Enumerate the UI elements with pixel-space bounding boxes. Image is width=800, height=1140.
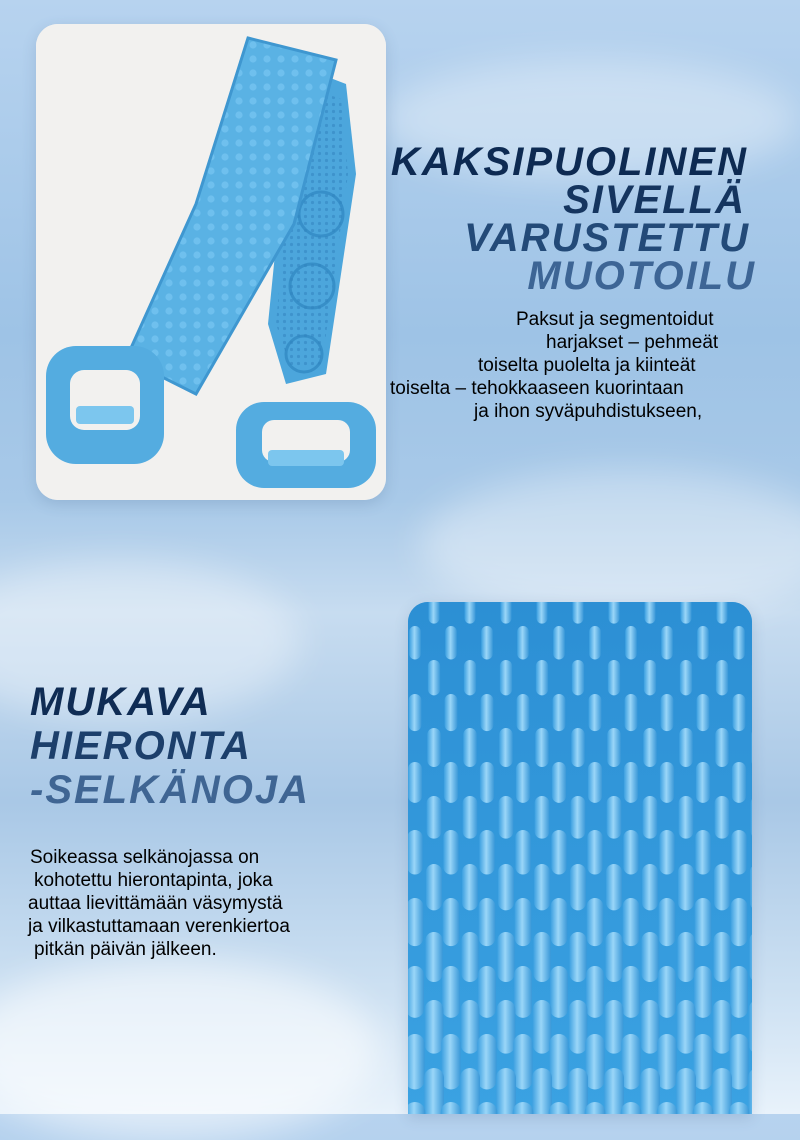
bristle xyxy=(515,830,530,874)
bristle xyxy=(716,602,727,624)
bristle xyxy=(571,796,586,839)
feature-heading-line: MUOTOILU xyxy=(527,254,756,299)
bristle xyxy=(500,602,511,624)
strap-product-image xyxy=(36,24,386,500)
bristle xyxy=(535,796,550,839)
bristle xyxy=(715,796,730,839)
bristle xyxy=(586,966,604,1018)
bristle xyxy=(572,602,583,624)
bristle xyxy=(480,762,494,803)
bristle xyxy=(498,864,514,910)
bristle xyxy=(571,728,585,767)
feature-description-line: Paksut ja segmentoidut xyxy=(516,308,714,331)
bristle xyxy=(607,728,621,767)
bristle xyxy=(697,694,710,731)
bristle xyxy=(549,1034,568,1089)
bristle xyxy=(585,1034,604,1089)
bristle xyxy=(408,762,422,803)
bristle xyxy=(659,898,676,946)
bristle xyxy=(464,660,476,695)
bristle xyxy=(751,728,752,767)
bristle xyxy=(589,694,602,731)
bristle xyxy=(536,602,547,624)
bristle xyxy=(427,728,441,767)
bristle xyxy=(608,602,619,624)
bristle xyxy=(569,1000,588,1054)
bristle xyxy=(731,898,748,946)
bristle xyxy=(570,864,586,910)
bristle xyxy=(623,830,638,874)
bristle xyxy=(660,762,674,803)
cloud-decoration xyxy=(420,470,800,620)
bristle xyxy=(569,932,586,982)
bristle xyxy=(644,602,655,624)
bristle xyxy=(678,864,694,910)
feature-heading-line: SIVELLÄ xyxy=(563,178,746,223)
bristle xyxy=(499,796,514,839)
bristle xyxy=(409,694,422,731)
bristle xyxy=(589,626,601,659)
feature-description-line: ja vilkastuttamaan verenkiertoa xyxy=(28,915,290,938)
silicone-bristles-illustration xyxy=(408,602,752,1114)
bristle xyxy=(659,830,674,874)
bristle xyxy=(605,932,622,982)
bristle xyxy=(463,796,478,839)
bristle xyxy=(533,932,550,982)
feature-heading-line: MUKAVA xyxy=(30,680,212,725)
bristle xyxy=(661,694,674,731)
bristles-closeup-image xyxy=(408,602,752,1114)
bristle xyxy=(551,898,568,946)
bristle xyxy=(695,898,712,946)
bristle xyxy=(749,932,752,982)
feature-description-line: ja ihon syväpuhdistukseen, xyxy=(474,400,702,423)
bristle xyxy=(536,660,548,695)
bristle xyxy=(697,626,709,659)
cloud-decoration xyxy=(0,960,380,1140)
bristle xyxy=(641,1000,660,1054)
bristle xyxy=(608,660,620,695)
bristle xyxy=(751,796,752,839)
bristle xyxy=(442,966,460,1018)
bristle xyxy=(481,626,493,659)
bristle xyxy=(478,966,496,1018)
bristle xyxy=(568,1068,588,1114)
bristle xyxy=(731,830,746,874)
bristle xyxy=(605,1000,624,1054)
bristle xyxy=(408,966,424,1018)
bristle xyxy=(499,728,513,767)
bristle xyxy=(587,830,602,874)
bristle xyxy=(712,1068,732,1114)
bristle xyxy=(732,762,746,803)
bristle xyxy=(624,762,638,803)
feature-heading-line: HIERONTA xyxy=(30,724,252,769)
bristle xyxy=(443,830,458,874)
bristle xyxy=(643,728,657,767)
bristle xyxy=(513,1034,532,1089)
feature-description-line: Soikeassa selkänojassa on xyxy=(30,846,259,869)
bristle xyxy=(445,626,457,659)
bristle xyxy=(640,1068,660,1114)
bristle xyxy=(517,694,530,731)
bristle xyxy=(713,1000,732,1054)
bristle xyxy=(425,932,442,982)
bristle xyxy=(657,1034,676,1089)
bristle xyxy=(408,898,423,946)
bristle xyxy=(694,966,712,1018)
bristle xyxy=(623,898,640,946)
bristle xyxy=(461,1000,480,1054)
feature-description-line: auttaa lievittämään väsymystä xyxy=(28,892,283,915)
bristle xyxy=(428,602,439,624)
bristle xyxy=(716,660,728,695)
bristle xyxy=(408,1034,425,1089)
bristle xyxy=(533,1000,552,1054)
bristle xyxy=(461,932,478,982)
bristle xyxy=(641,932,658,982)
bristle xyxy=(428,660,440,695)
feature-description-line: kohotettu hierontapinta, joka xyxy=(34,869,273,892)
bristle xyxy=(680,660,692,695)
bristle xyxy=(424,1068,444,1114)
bristle xyxy=(553,694,566,731)
bristle xyxy=(444,762,458,803)
bristle xyxy=(643,796,658,839)
bristle xyxy=(588,762,602,803)
bristle xyxy=(714,864,730,910)
bristle xyxy=(661,626,673,659)
bristle xyxy=(715,728,729,767)
bristle xyxy=(500,660,512,695)
bristle xyxy=(479,898,496,946)
bristle xyxy=(553,626,565,659)
bristle xyxy=(551,830,566,874)
bristle xyxy=(572,660,584,695)
feature-description-line: pitkän päivän jälkeen. xyxy=(34,938,217,961)
bristle xyxy=(604,1068,624,1114)
bristle xyxy=(625,694,638,731)
bristle xyxy=(517,626,529,659)
bristle xyxy=(621,1034,640,1089)
bristle xyxy=(695,830,710,874)
bristle xyxy=(463,728,477,767)
bristle xyxy=(479,830,494,874)
bristle xyxy=(693,1034,712,1089)
bristle xyxy=(644,660,656,695)
bristle xyxy=(679,728,693,767)
bristle xyxy=(408,830,423,874)
bristle xyxy=(606,864,622,910)
bristle xyxy=(445,694,458,731)
bristle xyxy=(658,966,676,1018)
bristle xyxy=(516,762,530,803)
bristle xyxy=(496,1068,516,1114)
bristle xyxy=(750,864,752,910)
bristle xyxy=(733,694,746,731)
bristle xyxy=(497,1000,516,1054)
bristle xyxy=(550,966,568,1018)
bristle xyxy=(497,932,514,982)
feature-heading-line: VARUSTETTU xyxy=(464,216,750,261)
bristle xyxy=(427,796,442,839)
bristle xyxy=(677,932,694,982)
bristle xyxy=(534,864,550,910)
bristle xyxy=(441,1034,460,1089)
bristle xyxy=(532,1068,552,1114)
feature-heading-line: KAKSIPUOLINEN xyxy=(391,140,748,185)
back-scrubber-strap-illustration xyxy=(36,24,386,500)
bristle xyxy=(462,864,478,910)
feature-description-line: toiselta puolelta ja kiinteät xyxy=(478,354,696,377)
bristle xyxy=(677,1000,696,1054)
bristle xyxy=(730,966,748,1018)
bristle xyxy=(625,626,637,659)
bristle xyxy=(409,626,421,659)
bristle xyxy=(535,728,549,767)
bristle xyxy=(696,762,710,803)
bristle xyxy=(515,898,532,946)
feature-heading-line: -SELKÄNOJA xyxy=(30,768,310,813)
bristle xyxy=(713,932,730,982)
feature-description-line: harjakset – pehmeät xyxy=(546,331,718,354)
bristle xyxy=(622,966,640,1018)
bristle xyxy=(477,1034,496,1089)
bristle xyxy=(676,1068,696,1114)
bristle xyxy=(481,694,494,731)
bristle xyxy=(587,898,604,946)
bristle xyxy=(642,864,658,910)
bristle xyxy=(748,1068,752,1114)
bristle xyxy=(679,796,694,839)
bristle xyxy=(552,762,566,803)
bristle xyxy=(733,626,745,659)
bristle xyxy=(464,602,475,624)
bristle xyxy=(749,1000,752,1054)
bristle xyxy=(443,898,460,946)
bristle xyxy=(425,1000,444,1054)
bristle xyxy=(729,1034,748,1089)
bristle xyxy=(680,602,691,624)
bristle xyxy=(426,864,442,910)
bristle xyxy=(460,1068,480,1114)
bristle xyxy=(607,796,622,839)
bristle xyxy=(514,966,532,1018)
feature-description-line: toiselta – tehokkaaseen kuorintaan xyxy=(390,377,684,400)
